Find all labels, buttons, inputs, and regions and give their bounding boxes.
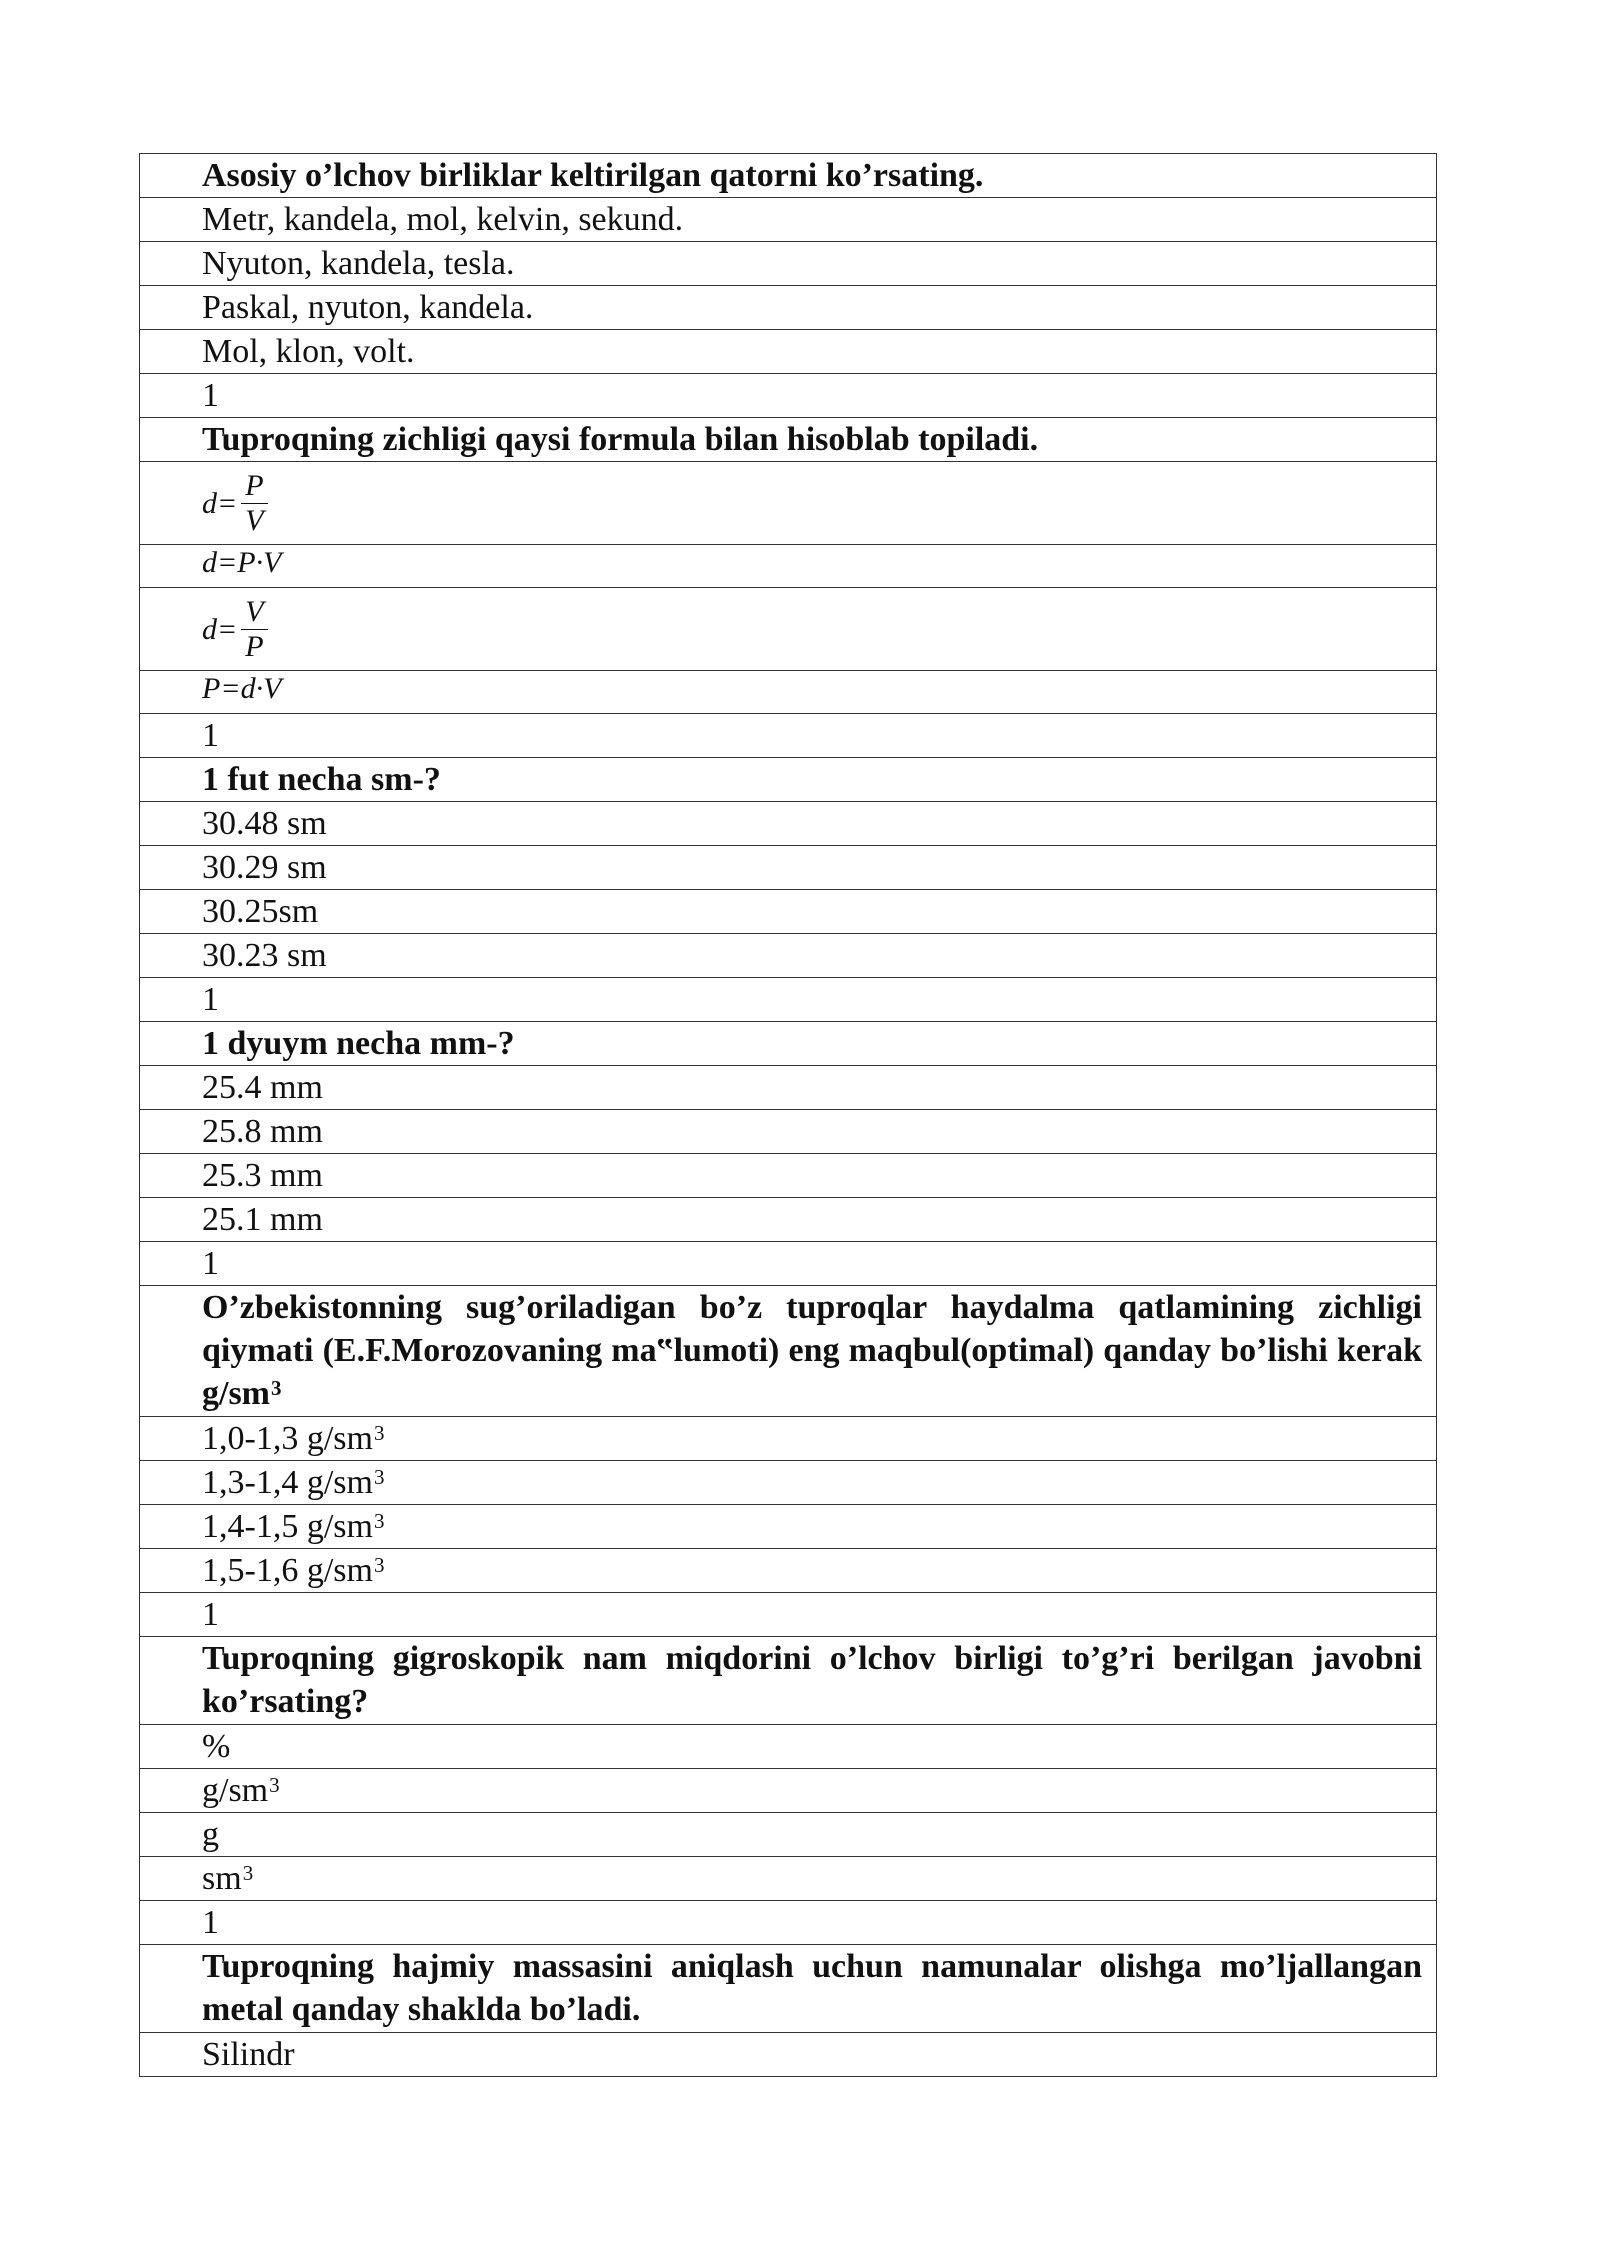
q5-score: 1	[140, 1593, 1436, 1637]
q3-score: 1	[140, 978, 1436, 1022]
q4-option-3: 25.3 mm	[140, 1154, 1436, 1198]
question-5-text: O’zbekistonning sug’oriladigan bo’z tuproqlar haydalma qatlamining zichligi qiymati (E.F.Morozovaning ma‟lumoti) eng maqbul(optimal) qanday bo’lishi kerak g/sm	[202, 1289, 1422, 1412]
q5-option-1	[140, 1417, 1436, 1461]
q4-score: 1	[140, 1242, 1436, 1286]
superscript: 3	[242, 1861, 254, 1885]
option-text: 1,5-1,6 g/sm	[202, 1552, 373, 1589]
fraction	[241, 595, 267, 664]
q2-option-3	[140, 588, 1436, 671]
q3-option-2: 30.29 sm	[140, 846, 1436, 890]
question-2: Tuproqning zichligi qaysi formula bilan hisoblab topiladi.	[140, 418, 1436, 462]
question-7: Tuproqning hajmiy massasini aniqlash uchun namunalar olishga mo’ljallangan metal qanday shaklda bo’ladi.	[140, 1945, 1436, 2033]
test-questions-table	[139, 153, 1437, 2077]
superscript: 3	[373, 1465, 385, 1489]
q2-option-4: P=d·V	[140, 671, 1436, 714]
option-text: g/sm	[202, 1772, 269, 1809]
q3-option-3: 30.25sm	[140, 890, 1436, 934]
q4-option-2: 25.8 mm	[140, 1110, 1436, 1154]
fraction-numerator: V	[241, 595, 267, 630]
superscript: 3	[373, 1421, 385, 1445]
q5-option-2	[140, 1461, 1436, 1505]
superscript: 3	[373, 1509, 385, 1533]
q6-option-3: g	[140, 1813, 1436, 1857]
q2-score: 1	[140, 714, 1436, 758]
option-text: 1,3-1,4 g/sm	[202, 1464, 373, 1501]
q6-option-4	[140, 1857, 1436, 1901]
q6-option-2	[140, 1769, 1436, 1813]
q1-option-4: Mol, klon, volt.	[140, 330, 1436, 374]
q2-option-1	[140, 462, 1436, 545]
q2-option-2: d=P·V	[140, 545, 1436, 588]
q6-option-1: %	[140, 1725, 1436, 1769]
q4-option-4: 25.1 mm	[140, 1198, 1436, 1242]
question-3: 1 fut necha sm-?	[140, 758, 1436, 802]
formula-lhs: d=	[202, 612, 238, 646]
q5-option-3	[140, 1505, 1436, 1549]
fraction-denominator: P	[245, 629, 264, 663]
question-6: Tuproqning gigroskopik nam miqdorini o’lchov birligi to’g’ri berilgan javobni ko’rsating?	[140, 1637, 1436, 1725]
q3-option-4: 30.23 sm	[140, 934, 1436, 978]
option-text: 1,4-1,5 g/sm	[202, 1508, 373, 1545]
q1-option-1: Metr, kandela, mol, kelvin, sekund.	[140, 198, 1436, 242]
question-5	[140, 1286, 1436, 1417]
q3-option-1: 30.48 sm	[140, 802, 1436, 846]
question-4: 1 dyuym necha mm-?	[140, 1022, 1436, 1066]
superscript: 3	[271, 1376, 282, 1400]
fraction	[241, 469, 267, 538]
fraction-numerator: P	[241, 469, 267, 504]
option-text: 1,0-1,3 g/sm	[202, 1420, 373, 1457]
q7-option-1: Silindr	[202, 2036, 295, 2073]
q4-option-1: 25.4 mm	[140, 1066, 1436, 1110]
superscript: 3	[269, 1773, 280, 1797]
formula-lhs: d=	[202, 486, 238, 520]
q1-option-2: Nyuton, kandela, tesla.	[140, 242, 1436, 286]
q6-score: 1	[140, 1901, 1436, 1945]
option-text: sm	[202, 1860, 242, 1897]
question-1: Asosiy o’lchov birliklar keltirilgan qatorni ko’rsating.	[140, 154, 1436, 198]
q5-option-4	[140, 1549, 1436, 1593]
superscript: 3	[373, 1553, 385, 1577]
q1-score: 1	[140, 374, 1436, 418]
fraction-denominator: V	[245, 503, 264, 537]
q1-option-3: Paskal, nyuton, kandela.	[140, 286, 1436, 330]
